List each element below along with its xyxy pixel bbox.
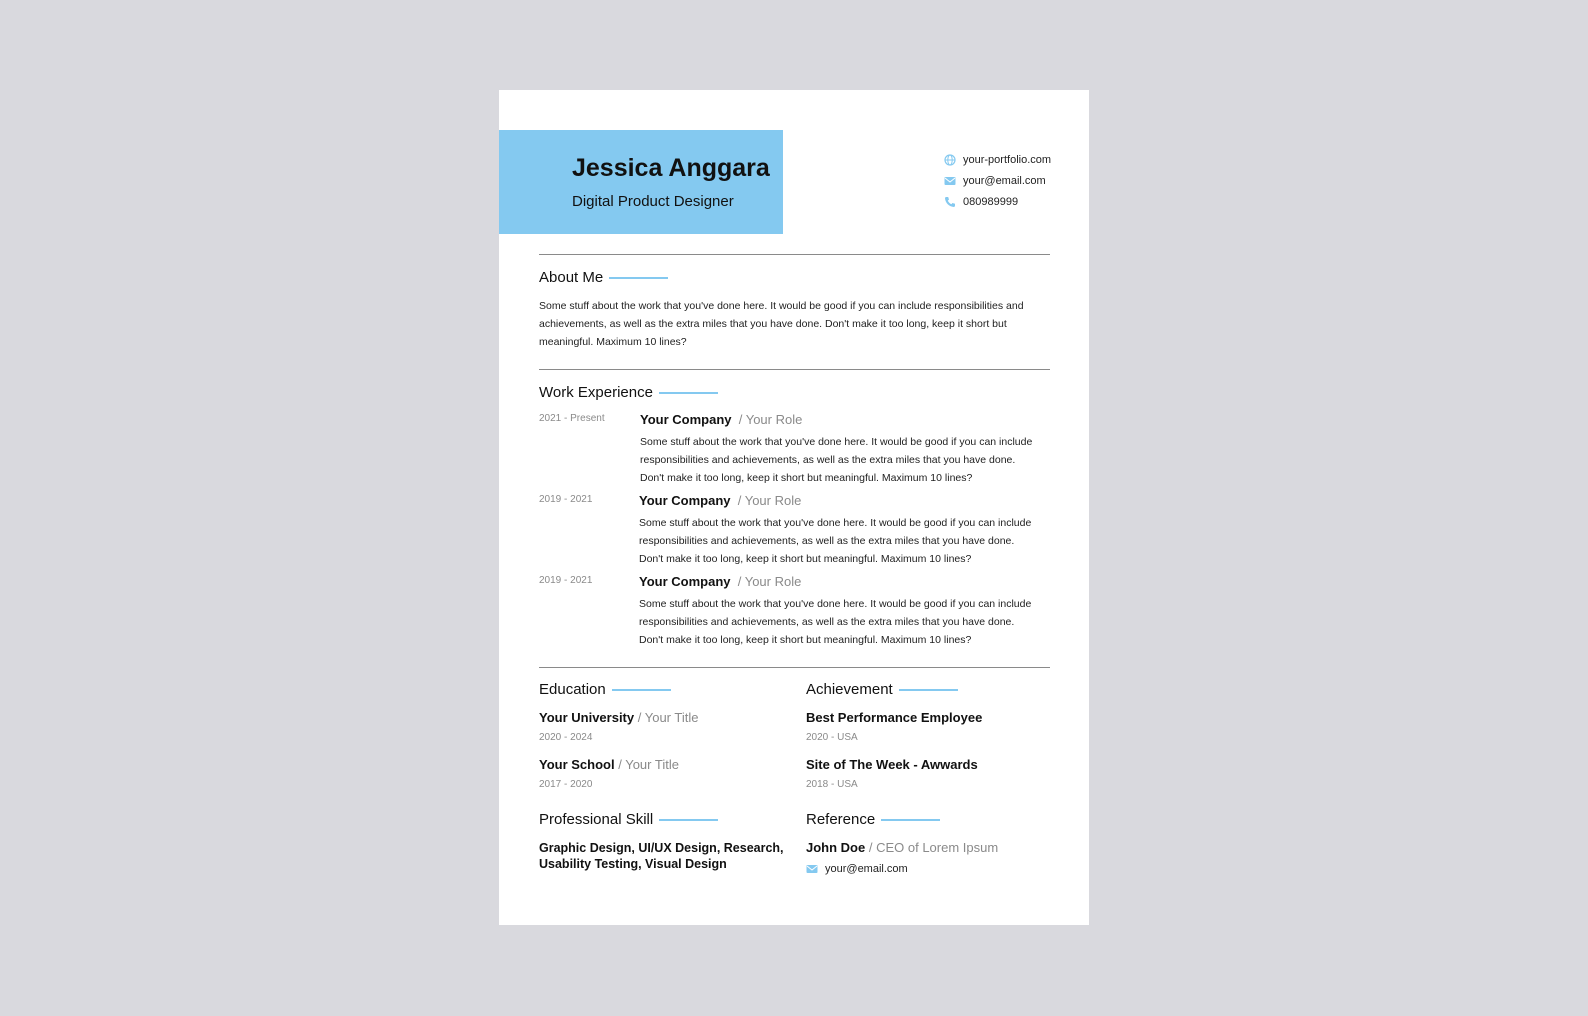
reference-email-text: your@email.com xyxy=(825,863,908,875)
reference-heading: Reference xyxy=(806,811,940,828)
heading-accent xyxy=(609,277,668,279)
job-title: Your Company / Your Role xyxy=(639,574,802,589)
education-years: 2017 - 2020 xyxy=(539,779,593,790)
mail-icon xyxy=(944,175,956,187)
skills-list: Graphic Design, UI/UX Design, Research, Usability Testing, Visual Design xyxy=(539,841,784,871)
job-date: 2021 - Present xyxy=(539,413,605,424)
achievement-item: Best Performance Employee xyxy=(806,710,983,725)
about-heading: About Me xyxy=(539,269,668,286)
work-heading: Work Experience xyxy=(539,384,718,401)
job-date: 2019 - 2021 xyxy=(539,575,593,586)
contact-email-text: your@email.com xyxy=(963,175,1046,187)
globe-icon xyxy=(944,154,956,166)
heading-accent xyxy=(899,689,958,691)
contact-website[interactable] xyxy=(944,152,1051,168)
achievement-item: Site of The Week - Awwards xyxy=(806,757,978,772)
job-title: Your Company / Your Role xyxy=(639,493,802,508)
job-description: Some stuff about the work that you've done here. It would be good if you can include responsibilities and achievements, as well as the extra miles that you have done. Don't make it too long, keep it short but meaningful. Maximum 10 lines? xyxy=(639,517,1032,565)
education-item: Your University / Your Title xyxy=(539,710,699,725)
header-name-box xyxy=(499,130,783,234)
mail-icon xyxy=(806,863,818,875)
education-years: 2020 - 2024 xyxy=(539,732,593,743)
contact-website-text: your-portfolio.com xyxy=(963,154,1052,166)
resume-page xyxy=(499,90,1089,925)
job-title: Your Company / Your Role xyxy=(640,412,803,427)
heading-accent xyxy=(659,392,718,394)
phone-icon xyxy=(944,196,956,208)
job-description: Some stuff about the work that you've done here. It would be good if you can include responsibilities and achievements, as well as the extra miles that you have done. Don't make it too long, keep it short but meaningful. Maximum 10 lines? xyxy=(639,598,1032,646)
contact-email[interactable] xyxy=(944,173,1046,189)
achievement-meta: 2020 - USA xyxy=(806,732,858,743)
divider xyxy=(539,667,1050,668)
about-text: Some stuff about the work that you've done here. It would be good if you can include responsibilities and achievements, as well as the extra miles that you have done. Don't make it too long, keep it short but meaningful. Maximum 10 lines? xyxy=(539,300,1024,348)
achievement-heading: Achievement xyxy=(806,681,958,698)
divider xyxy=(539,254,1050,255)
heading-accent xyxy=(612,689,671,691)
job-date: 2019 - 2021 xyxy=(539,494,593,505)
skills-heading: Professional Skill xyxy=(539,811,718,828)
heading-accent xyxy=(659,819,718,821)
contact-phone[interactable] xyxy=(944,194,1018,210)
contact-phone-text: 080989999 xyxy=(963,196,1019,208)
reference-person: John Doe / CEO of Lorem Ipsum xyxy=(806,840,999,855)
candidate-title: Digital Product Designer xyxy=(572,193,734,210)
education-heading: Education xyxy=(539,681,671,698)
reference-email[interactable] xyxy=(806,861,908,877)
heading-accent xyxy=(881,819,940,821)
job-description: Some stuff about the work that you've done here. It would be good if you can include responsibilities and achievements, as well as the extra miles that you have done. Don't make it too long, keep it short but meaningful. Maximum 10 lines? xyxy=(640,436,1033,484)
candidate-name: Jessica Anggara xyxy=(572,154,770,182)
education-item: Your School / Your Title xyxy=(539,757,679,772)
divider xyxy=(539,369,1050,370)
achievement-meta: 2018 - USA xyxy=(806,779,858,790)
